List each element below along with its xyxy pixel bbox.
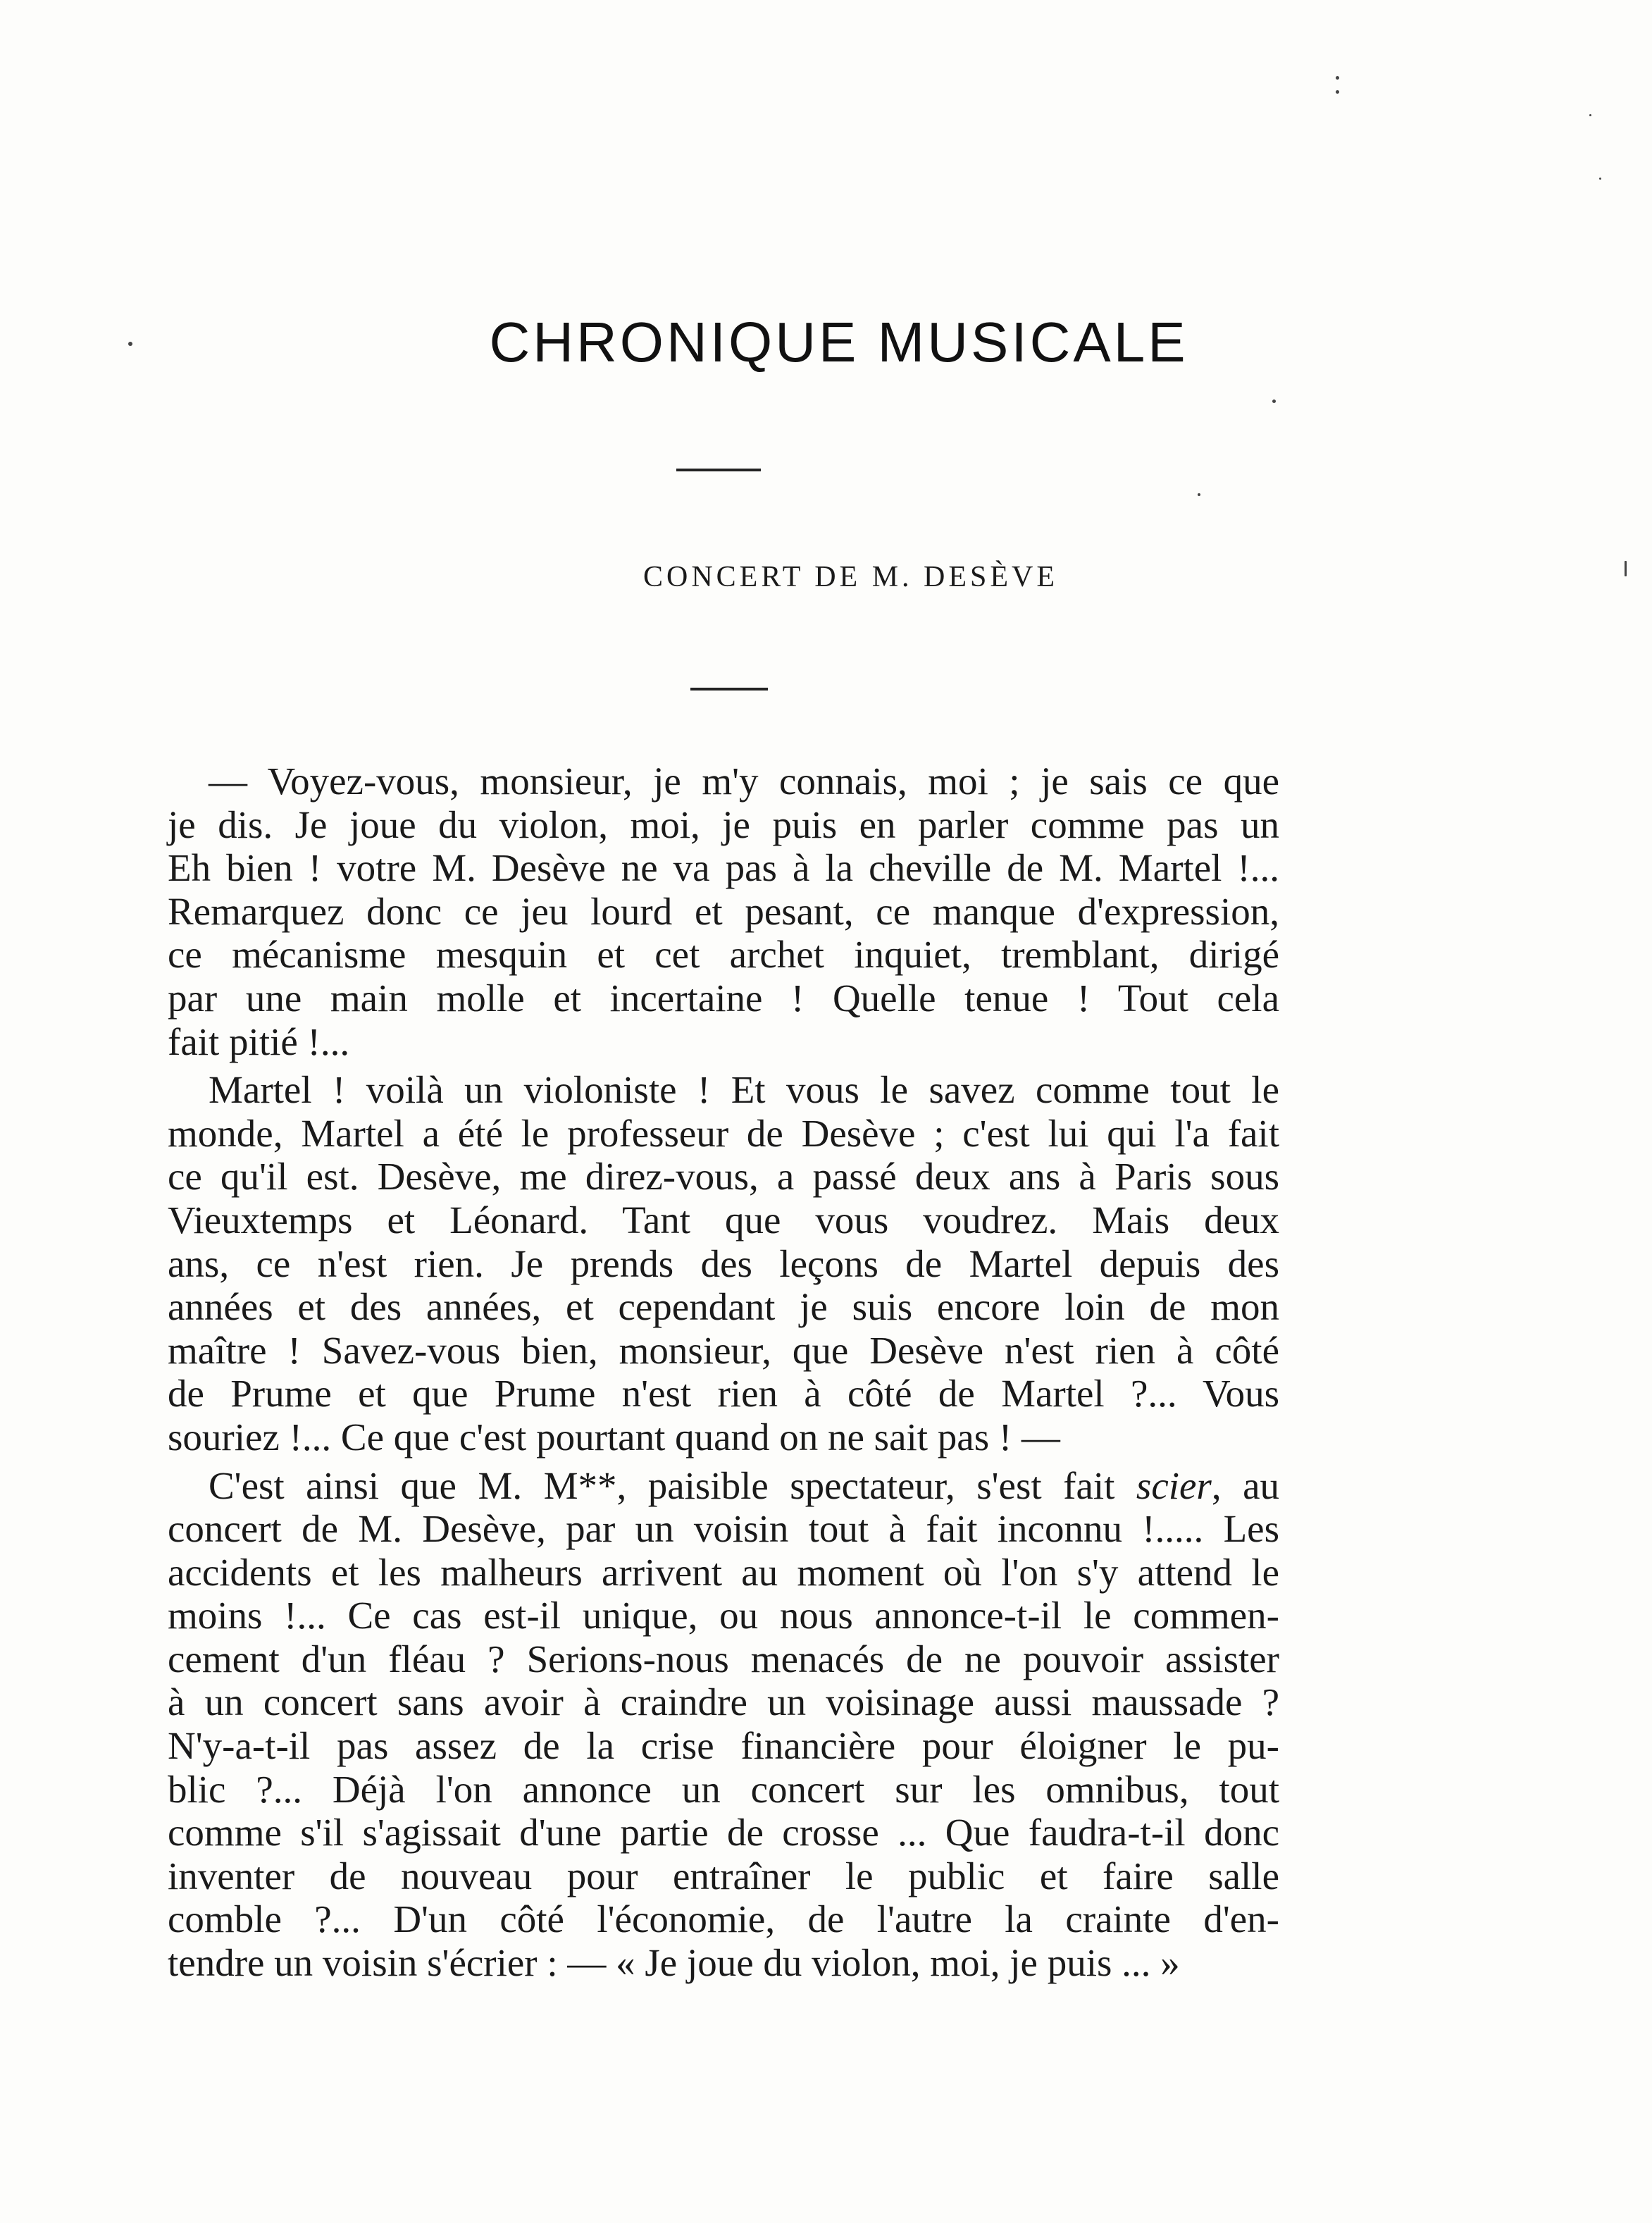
- text-line: ce qu'il est. Desève, me direz-vous, a passé deux ans à Paris sous: [168, 1155, 1279, 1199]
- text-line: concert de M. Desève, par un voisin tout à fait inconnu !..... Les: [168, 1507, 1279, 1551]
- text-line: — Voyez-vous, monsieur, je m'y connais, moi ; je sais ce que: [209, 760, 1279, 803]
- text-line: de Prume et que Prume n'est rien à côté de Martel ?... Vous: [168, 1372, 1279, 1416]
- emphasis: scier: [1136, 1463, 1212, 1507]
- text-line: je dis. Je joue du violon, moi, je puis en parler comme pas un: [168, 803, 1279, 846]
- text-line: à un concert sans avoir à craindre un voisinage aussi maussade ?: [168, 1680, 1279, 1724]
- text-line: Remarquez donc ce jeu lourd et pesant, ce manque d'expression,: [168, 889, 1279, 933]
- text-line: ce mécanisme mesquin et cet archet inquiet, tremblant, dirigé: [168, 933, 1279, 977]
- article-subtitle: CONCERT DE M. DESÈVE: [642, 561, 1059, 593]
- article-body: [168, 760, 1279, 1985]
- text-line: moins !... Ce cas est-il unique, ou nous annonce-t-il le commen-: [168, 1594, 1279, 1637]
- text-line: souriez !... Ce que c'est pourtant quand on ne sait pas ! —: [168, 1415, 1060, 1459]
- text-line: comme s'il s'agissait d'une partie de crosse ... Que faudra-t-il donc: [168, 1811, 1279, 1854]
- text-line: Vieuxtemps et Léonard. Tant que vous voudrez. Mais deux: [168, 1198, 1279, 1241]
- text-line: N'y-a-t-il pas assez de la crise financière pour éloigner le pu-: [168, 1724, 1279, 1768]
- text-line: monde, Martel a été le professeur de Desève ; c'est lui qui l'a fait: [168, 1111, 1279, 1155]
- subtitle-divider: [690, 688, 768, 691]
- text-line: tendre un voisin s'écrier : — « Je joue du violon, moi, je puis ... »: [168, 1941, 1180, 1985]
- text-line: fait pitié !...: [168, 1020, 350, 1063]
- text-line: blic ?... Déjà l'on annonce un concert sur les omnibus, tout: [168, 1767, 1279, 1811]
- text-line: inventer de nouveau pour entraîner le public et faire salle: [168, 1854, 1279, 1897]
- text-line: maître ! Savez-vous bien, monsieur, que Desève n'est rien à côté: [168, 1328, 1279, 1372]
- text-line: ans, ce n'est rien. Je prends des leçons de Martel depuis des: [168, 1241, 1279, 1285]
- text-line: cement d'un fléau ? Serions-nous menacés de ne pouvoir assister: [168, 1637, 1279, 1680]
- text-line: C'est ainsi que M. M**, paisible spectateur, s'est fait scier, au: [209, 1463, 1279, 1507]
- paragraph: [168, 1068, 1279, 1459]
- text-line: par une main molle et incertaine ! Quelle tenue ! Tout cela: [168, 976, 1279, 1020]
- title-divider: [676, 469, 761, 471]
- text-line: années et des années, et cependant je suis encore loin de mon: [168, 1285, 1279, 1329]
- text-line: Eh bien ! votre M. Desève ne va pas à la cheville de M. Martel !...: [168, 846, 1279, 890]
- text-line: accidents et les malheurs arrivent au moment où l'on s'y attend le: [168, 1550, 1279, 1594]
- text-line: Martel ! voilà un violoniste ! Et vous le savez comme tout le: [209, 1068, 1279, 1112]
- paragraph: [168, 760, 1279, 1063]
- text-line: comble ?... D'un côté l'économie, de l'autre la crainte d'en-: [168, 1897, 1279, 1941]
- page-title: CHRONIQUE MUSICALE: [489, 311, 1188, 373]
- paragraph: [168, 1464, 1279, 1985]
